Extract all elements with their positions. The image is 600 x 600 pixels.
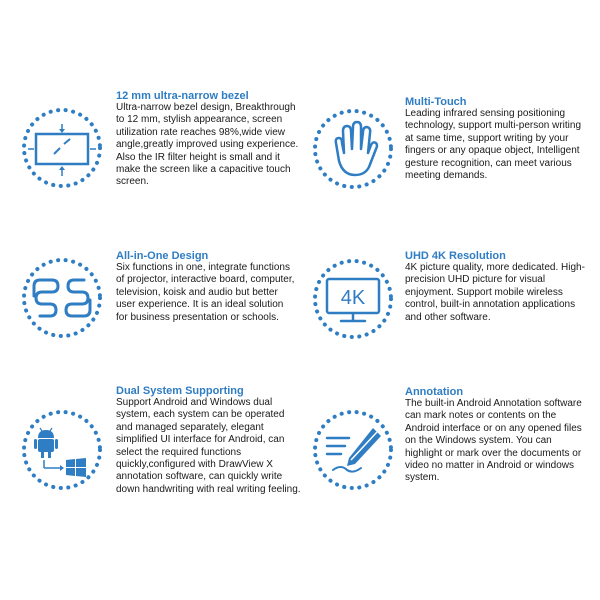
all-in-one-icon — [20, 256, 104, 340]
pen-annotation-icon — [311, 408, 395, 492]
android-windows-icon — [20, 408, 104, 492]
4k-label: 4K — [340, 287, 366, 309]
feature-description: The built-in Android Annotation software can mark notes or contents on the Android interface or on any opened files on the Windows system. You can highlight or mark over the documents or video no matter in Android or windows system. — [405, 398, 582, 484]
4k-monitor-icon — [311, 257, 395, 341]
feature-title: All-in-One Design — [116, 250, 209, 262]
feature-description: 4K picture quality, more dedicated. High-precision UHD picture for visual enjoyment. Support mobile wireless control, built-in annotation applications and other software. — [405, 262, 585, 323]
feature-description: Leading infrared sensing positioning technology, support multi-person writing at same time, support writing by your fingers or any opaque object, Intelligent gesture recognition, can meet various meeting demands. — [405, 108, 582, 182]
feature-description: Six functions in one, integrate functions of projector, interactive board, computer, television, koisk and audio but better user experience. It is an ideal solution for business presentation or schools. — [116, 262, 295, 323]
feature-title: Multi-Touch — [405, 96, 467, 108]
feature-title: Annotation — [405, 386, 464, 398]
hand-touch-icon — [311, 107, 395, 191]
feature-title: UHD 4K Resolution — [405, 250, 506, 262]
feature-description: Support Android and Windows dual system, each system can be operated and managed separately, elegant simplified UI interface for Android, can select the required functions quickly,configured with DrawView X annotation software, can quickly write down handwriting with real writing feeling. — [116, 397, 301, 495]
narrow-bezel-icon — [20, 106, 104, 190]
feature-description: Ultra-narrow bezel design, Breakthrough to 12 mm, stylish appearance, screen utilization rate reaches 98%,wide view angle,greatly improved using experience. Also the IR filter height is small and it make the screen like a capacitive touch screen. — [116, 102, 299, 188]
feature-title: 12 mm ultra-narrow bezel — [116, 90, 249, 102]
feature-title: Dual System Supporting — [116, 385, 244, 397]
